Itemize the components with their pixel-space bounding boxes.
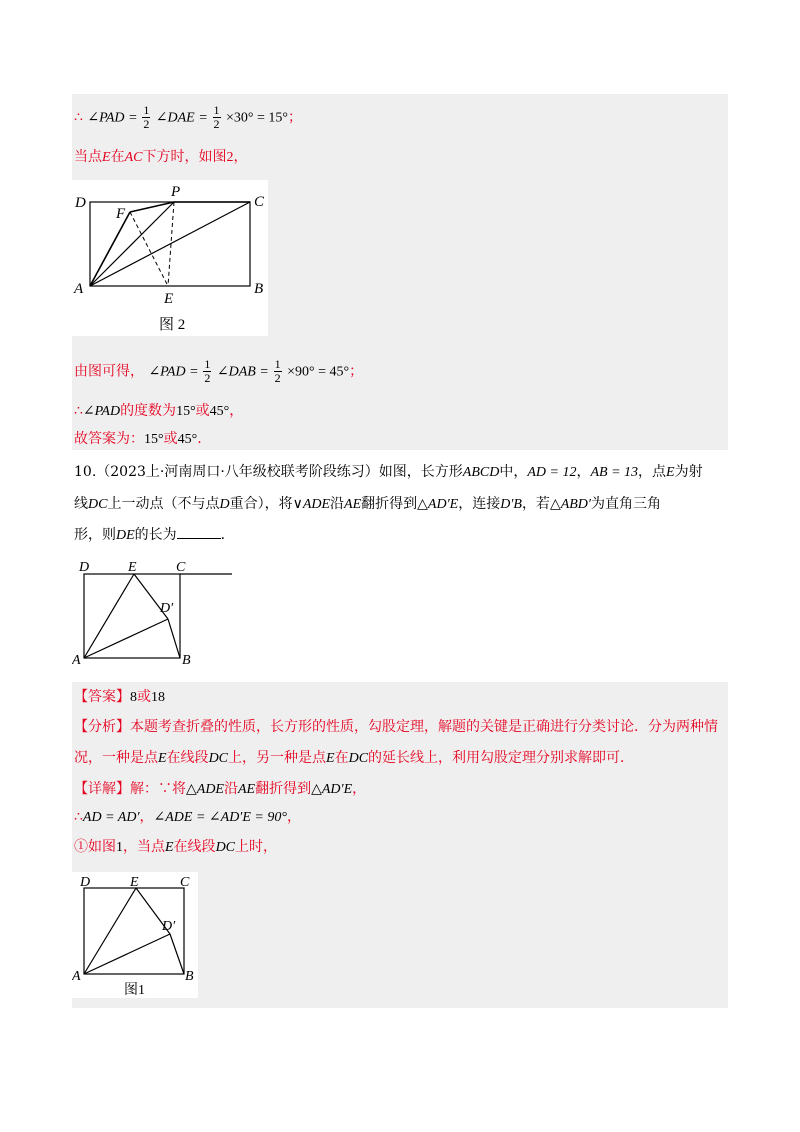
label-f: F [116, 206, 126, 222]
analysis-line1: 【分析】本题考查折叠的性质，长方形的性质，勾股定理，解题的关键是正确进行分类讨论．分为两种情 [74, 719, 718, 735]
question-figure-diagram [72, 556, 236, 668]
question-10-line1: 10.（2023上·河南周口·八年级校联考阶段练习）如图，长方形ABCD中，AD = 12，AB = 13，点E为射 [74, 464, 703, 480]
figure-2 [72, 180, 268, 336]
label-a: A [74, 281, 84, 297]
final-answer-prev: 故答案为：15°或45°. [74, 431, 202, 447]
figure-1-caption: 图1 [124, 983, 145, 998]
figure-2-caption: 图 2 [159, 317, 186, 333]
answer-line: 【答案】8或18 [74, 689, 165, 705]
fraction-half: $\frac{1}{2}$ [204, 357, 211, 385]
label-c: C [254, 194, 265, 210]
label-b: B [182, 653, 191, 668]
figure-1-diagram [72, 872, 198, 998]
label-p: P [171, 184, 181, 200]
question-figure [72, 556, 236, 668]
detail-line1: 【详解】解：∵将△ADE沿AE翻折得到△AD′E， [74, 781, 367, 797]
fraction-half: $\frac{1}{2}$ [213, 103, 220, 131]
label-e: E [128, 560, 137, 575]
label-a: A [72, 653, 81, 668]
analysis-line2: 况，一种是点E在线段DC上，另一种是点E在DC的延长线上，利用勾股定理分别求解即可． [74, 750, 635, 766]
label-d-prime: D′ [162, 919, 176, 934]
label-b: B [254, 281, 264, 297]
label-a: A [72, 969, 81, 984]
label-d: D [80, 875, 91, 890]
figure-2-diagram [72, 180, 268, 336]
pad-degree-result: ∴∠PAD的度数为15°或45°， [74, 403, 244, 419]
label-d: D [79, 560, 90, 575]
label-d: D [75, 195, 86, 211]
label-e: E [164, 291, 174, 307]
fraction-half: $\frac{1}{2}$ [274, 357, 281, 385]
detail-line3: ①如图1，当点E在线段DC上时， [74, 839, 278, 855]
figure-1 [72, 872, 198, 998]
label-d-prime: D′ [160, 601, 174, 616]
detail-line2: ∴AD = AD′，∠ADE = ∠AD′E = 90°， [74, 809, 301, 825]
label-c: C [176, 560, 186, 575]
answer-blank [177, 524, 221, 539]
eq-pad-45: 由图可得， ∠PAD = $\frac{1}{2}$ ∠DAB = $\frac{1}{2}$ ×90° = 45°； [74, 357, 364, 385]
fraction-half: $\frac{1}{2}$ [143, 103, 150, 131]
label-b: B [185, 969, 194, 984]
label-c: C [180, 875, 190, 890]
question-10-line3: 形，则DE的长为 . [74, 524, 225, 546]
case-below-ac: 当点E在AC下方时，如图2， [74, 149, 248, 165]
eq-pad-15: ∴ ∠PAD = $\frac{1}{2}$ ∠DAE = $\frac{1}{2}$ ×30° = 15°； [74, 103, 302, 131]
label-e: E [130, 875, 139, 890]
question-10-line2: 线DC上一动点（不与点D重合），将∨ADE沿AE翻折得到△AD′E，连接D′B，若△ABD′为直角三角 [74, 496, 661, 512]
